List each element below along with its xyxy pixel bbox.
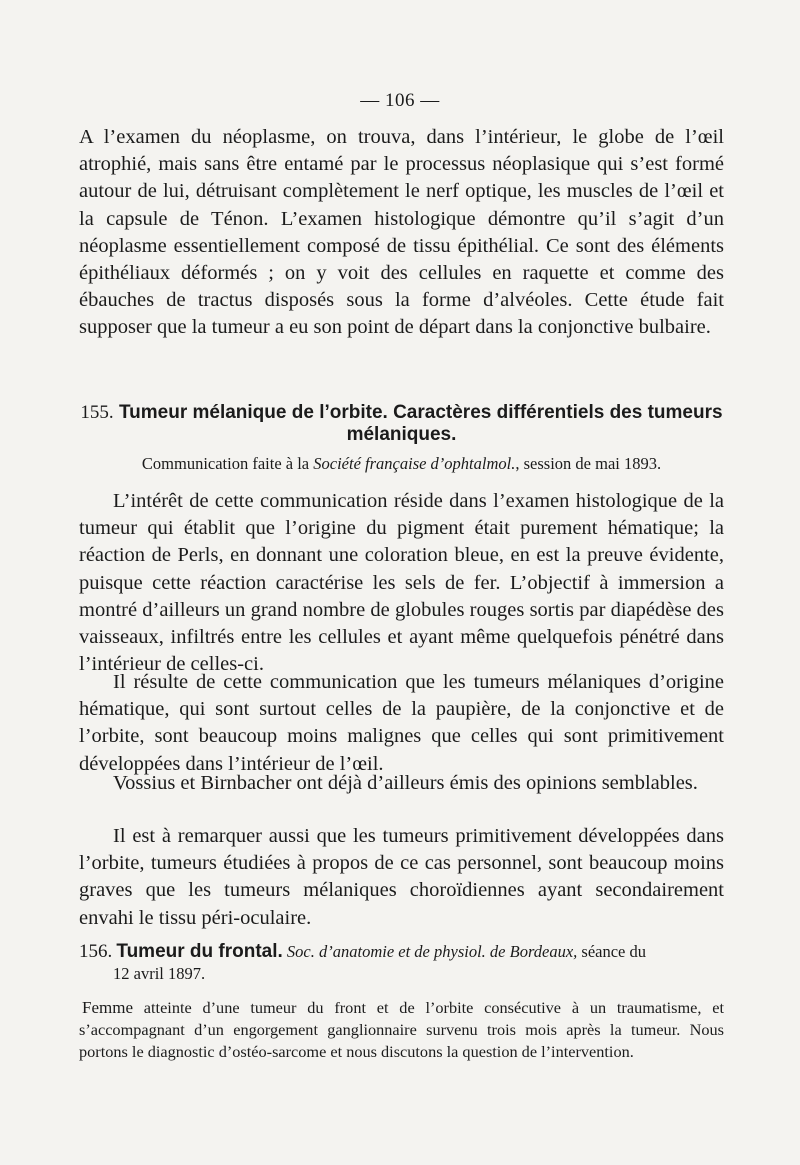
section-155-communication <box>79 453 724 475</box>
section-155-paragraph-4: Il est à remarquer aussi que les tumeurs primitivement développées dans l’orbite, tumeurs étudiées à propos de ce cas personnel, sont beaucoup moins graves que les tumeurs mélaniques choroïdiennes ayant secondairement envahi le tissu péri-oculaire. <box>79 825 724 929</box>
case-text: atteinte d’une tumeur du front et de l’orbite consécutive à un traumatisme, et s’accompagnant d’un engorgement ganglionnaire survenu trois mois après la tumeur. Nous portons le diagnostic d’ostéo-sarcome et nous discutons la question de l’intervention. <box>79 998 724 1061</box>
section-155-paragraph-1: L’intérêt de cette communication réside dans l’examen histologique de la tumeur qui établit que l’origine du pigment était purement hématique; la réaction de Perls, en donnant une coloration bleue, en est la preuve évidente, puisque cette réaction caractérise les sels de fer. L’objectif à immersion a montré d’ailleurs un grand nombre de globules rouges sortis par diapédèse des vaisseaux, infiltrés entre les cellules et ayant même quelquefois pénétré dans l’intérieur de celles-ci. <box>79 490 724 676</box>
intro-paragraph: A l’examen du néoplasme, on trouva, dans l’intérieur, le globe de l’œil atrophié, mais sans être entamé par le processus néoplasique qui s’est formé autour de lui, détruisant complètement le nerf optique, les muscles de l’œil et la capsule de Ténon. L’examen histologique démontre qu’il s’agit d’un néoplasme essentiellement composé de tissu épithélial. Ce sont des éléments épithéliaux déformés ; on y voit des cellules en raquette et comme des ébauches de tractus disposés sous la forme d’alvéoles. Cette étude fait supposer que la tumeur a eu son point de départ dans la conjonctive bulbaire. <box>79 126 724 339</box>
section-156-source: Soc. d’anatomie et de physiol. de Bordeaux, <box>286 942 578 961</box>
society-name: Société française d’ophtalmol. <box>313 454 516 473</box>
section-156-date: 12 avril 1897. <box>113 964 206 983</box>
section-156-heading <box>79 941 724 985</box>
communication-suffix: , session de mai 1893. <box>515 454 662 473</box>
section-156-case-paragraph <box>79 997 724 1063</box>
section-156-number: 156. <box>79 941 113 962</box>
section-155-heading <box>79 402 724 446</box>
page-number: — 106 — <box>360 90 440 111</box>
communication-prefix: Communication faite à la <box>141 454 310 473</box>
case-lead-word: Femme <box>82 998 133 1017</box>
section-155-number: 155. <box>80 402 114 423</box>
section-156-title: Tumeur du frontal. <box>116 941 283 962</box>
section-155-title: Tumeur mélanique de l’orbite. Caractères différentiels des tumeurs mélaniques. <box>118 402 723 445</box>
section-155-paragraph-3: Vossius et Birnbacher ont déjà d’ailleurs émis des opinions semblables. <box>113 772 698 794</box>
section-156-date-prefix: séance du <box>581 942 646 961</box>
section-155-paragraph-2: Il résulte de cette communication que les tumeurs mélaniques d’origine hématique, qui sont surtout celles de la paupière, de la conjonctive et de l’orbite, sont beaucoup moins malignes que celles qui sont primitivement développées dans l’intérieur de l’œil. <box>79 671 724 775</box>
